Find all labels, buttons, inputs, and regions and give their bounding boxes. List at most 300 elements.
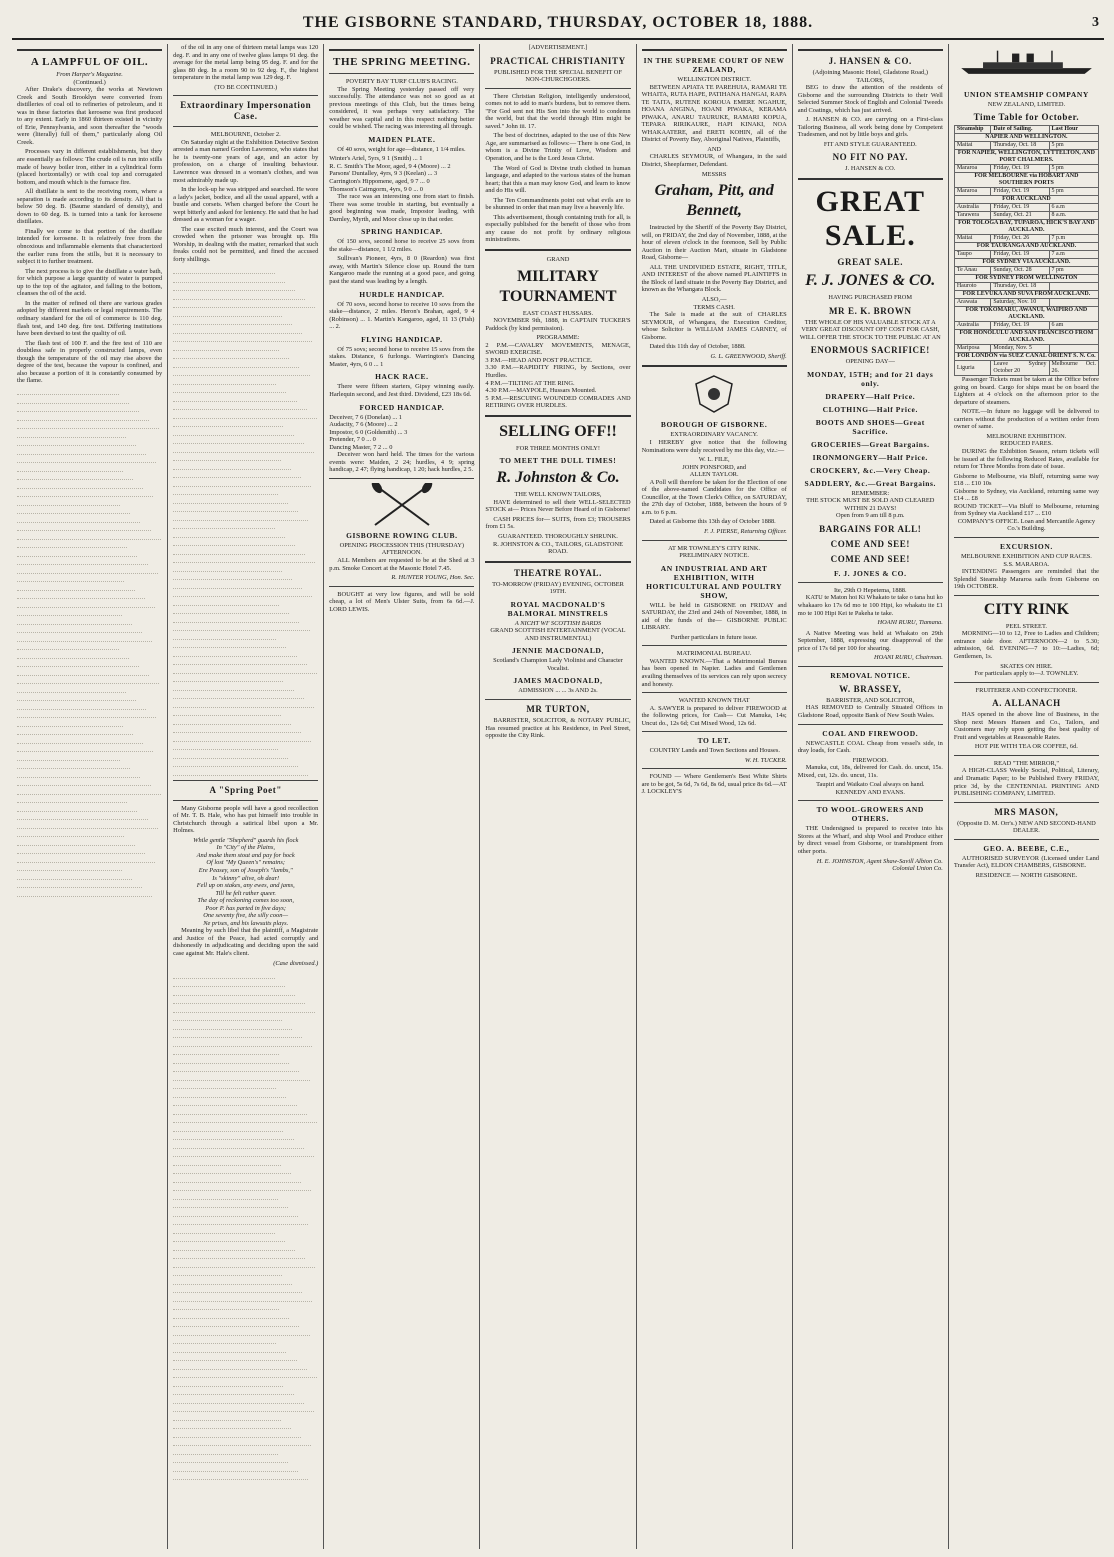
illegible-text-line xyxy=(17,421,159,430)
firewood-heading: FIREWOOD. xyxy=(852,756,888,764)
timetable-cell: Taupo xyxy=(954,251,990,259)
rink-heading: CITY RINK xyxy=(983,600,1070,618)
illegible-text-line xyxy=(173,487,278,496)
timetable-cell: 5 pm xyxy=(1049,165,1098,173)
illegible-text-line xyxy=(173,1200,288,1209)
court-defendant: CHARLES SEYMOUR, of Whangara, in the said District, Sheepfarmer, Defendant. xyxy=(641,153,787,169)
illegible-text-line xyxy=(173,1404,314,1413)
timetable-cell: Saturday, Nov. 10 xyxy=(991,299,1049,307)
mason-sub: (Opposite D. M. Orr's.) NEW AND SECOND-HAND DEALER. xyxy=(957,819,1096,835)
skates: SKATES ON HIRE. xyxy=(1000,662,1053,670)
hansen-location: (Adjoining Masonic Hotel, Gladstone Road,) xyxy=(812,69,928,76)
wool-signature: H. E. JOHNSTON, Agent Shaw-Savill Albion Co. Colonial Union Co. xyxy=(816,857,943,873)
steamship-illustration xyxy=(954,46,1099,80)
hot-pie: HOT PIE WITH TEA OR COFFEE, 6d. xyxy=(974,743,1078,751)
advert-body: A Native Meeting was held at Whakato on 29th September, 1888, expressing our disapproval of the price of 17s 6d per 100 for shearing. xyxy=(797,629,943,652)
illegible-text-line xyxy=(173,1378,283,1387)
sale-item: DRAPERY—Half Price. xyxy=(825,391,916,401)
illegible-text-line xyxy=(173,1395,304,1404)
illegible-text-line xyxy=(17,523,151,532)
illegible-text-line xyxy=(173,521,275,530)
article-paragraph: The race was an interesting one from start to finish. There was some trouble in starting, but eventually a good beginning was made, Impostor leading, with Darnley, Myrth, and Moor close up in that order. xyxy=(329,193,475,223)
timetable-row xyxy=(954,251,1098,259)
great-sale-heading: GREAT SALE. xyxy=(815,185,925,253)
illegible-text-line xyxy=(17,625,142,634)
brassey-name: W. BRASSEY, xyxy=(839,683,902,694)
tucker-signature: W. H. TUCKER. xyxy=(744,756,787,764)
column-text-filler xyxy=(17,387,162,897)
page-number: 3 xyxy=(1092,15,1100,30)
column-1 xyxy=(12,44,168,1549)
programme-item: 5 P.M.—RESCUING WOUNDED COMRADES AND RETIRING OVER HURDLES. xyxy=(485,394,631,410)
opening-hours: Open from 9 am till 8 p.m. xyxy=(836,512,905,520)
notice-subheading: OPENING PROCESSION THIS (THURSDAY) AFTERNOON. xyxy=(339,541,465,557)
timetable-cell: Leave Sydney October 20 xyxy=(991,361,1049,376)
allanach-name: A. ALLANACH xyxy=(992,698,1061,709)
illegible-text-line xyxy=(173,385,286,394)
illegible-text-line xyxy=(17,650,129,659)
illegible-text-line xyxy=(173,1234,285,1243)
remember: REMEMBER: xyxy=(851,489,890,497)
article-paragraph: The flash test of 100 F. and the fire test of 110 are doubtless safe in properly constructed lamps, even though the temperature of the oil may rise above the degree of the test, because the vapour is confined, and also because a portion of it is constantly consumed by the flame. xyxy=(17,339,163,385)
race-results xyxy=(329,155,474,193)
illegible-text-line xyxy=(17,871,132,880)
johnston-tailors: THE WELL KNOWN TAILORS, xyxy=(514,491,602,499)
article-heading: Extraordinary Impersonation Case. xyxy=(180,100,312,122)
illegible-text-line xyxy=(173,419,283,428)
sale-item: CROCKERY, &c.—Very Cheap. xyxy=(810,465,931,475)
poem-line: And make them stout and pay for hock xyxy=(196,851,295,859)
advert-body: CASH PRICES for— SUITS, from £3; TROUSERS from £1 5s. xyxy=(485,515,631,531)
illegible-text-line xyxy=(173,1310,289,1319)
race-description: Of 40 sovs, weight for age—distance, 1 1/4 miles. xyxy=(337,145,466,153)
timetable-route xyxy=(954,243,1098,251)
timetable-cell: Maitai xyxy=(954,235,990,243)
article-paragraph: This advertisement, though containing truth for all, is especially published for the benefit of those who from any cause do not profit by ordinary religious ministrations. xyxy=(485,213,631,244)
illegible-text-line xyxy=(173,529,285,538)
article-paragraph: Of 70 sovs, second horse to receive 10 sovs from the stake—distance, 2 miles. Heron's Brahan, aged, 9 4 (Robinson) ... 1. Martin's Kangaroo, aged, 11 13 (Fish) ... 2. xyxy=(329,300,475,331)
article-paragraph: Finally we come to that portion of the distillate intended for kerosene. It is relatively free from the obnoxious and inflammable elements that characterized the earlier runs from the stills, but it is necessary to subject it to further treatment. xyxy=(17,227,163,266)
illegible-text-line xyxy=(173,691,304,700)
illegible-text-line xyxy=(17,514,140,523)
come-and-see: COME AND SEE! xyxy=(830,538,910,549)
illegible-text-line xyxy=(173,1149,314,1158)
illegible-text-line xyxy=(173,1174,301,1183)
advert-body: THE Undersigned is prepared to receive into his Stores at the Wharf, and ship Wool and Produce either by direct vessel from Gisborne, or transhipment from other ports. xyxy=(797,825,943,855)
timetable-route-label: FOR LONDON via SUEZ CANAL ORIENT S. N. Co. xyxy=(954,353,1098,361)
also: ALSO,— xyxy=(701,296,727,304)
illegible-text-line xyxy=(173,402,307,411)
illegible-text-line xyxy=(173,1166,291,1175)
messrs: MESSRS xyxy=(701,170,727,178)
signoff: (Case dismissed.) xyxy=(273,959,319,967)
timetable-cell: Australia xyxy=(954,204,990,212)
advert-body: ALL THE UNDIVIDED ESTATE, RIGHT, TITLE, AND INTEREST of the above named PLAINTIFFS in the Block of land situate in the Poverty Bay District, and known as the Whangara Block. xyxy=(641,263,787,294)
illegible-text-line xyxy=(17,820,158,829)
stock-desc: THE WHOLE OF HIS VALUABLE STOCK AT A VERY GREAT DISCOUNT OFF COST FOR CASH, xyxy=(801,318,940,334)
illegible-text-line xyxy=(173,1344,286,1353)
illegible-text-line xyxy=(17,846,145,855)
illegible-text-line xyxy=(17,497,120,506)
illegible-text-line xyxy=(17,667,149,676)
poem-line: In "City" of the Plains, xyxy=(216,844,275,852)
race-description: Of 150 sovs, second horse to receive 25 sovs from the stake—distance, 1 1/2 miles. xyxy=(329,238,475,253)
illegible-text-line xyxy=(173,572,292,581)
illegible-text-line xyxy=(173,342,279,351)
wanted-heading: WANTED KNOWN THAT xyxy=(678,697,750,705)
court-heading: IN THE SUPREME COURT OF NEW ZEALAND, xyxy=(643,56,785,74)
illegible-text-line xyxy=(173,546,305,555)
article-paragraph: On Saturday night at the Exhibition Detective Sexton arrested a man named Gordon Lawrence, who states that he is twenty-one years of age, and an actor by profession, on a charge of insulting behaviour. Lawrence was dressed in a woman's clothes, and was most admirably made up. xyxy=(173,138,319,184)
advert-body: Dated at Gisborne this 13th day of October 1888. xyxy=(649,518,776,526)
illegible-text-line xyxy=(173,716,291,725)
timetable-cell: Te Anau xyxy=(954,267,990,275)
advert-body: Dated this 11th day of October, 1888. xyxy=(649,343,746,351)
timetable-route-label: FOR AUCKLAND xyxy=(954,196,1098,204)
poem-heading: A "Spring Poet" xyxy=(209,784,282,795)
illegible-text-line xyxy=(173,733,311,742)
illegible-text-line xyxy=(17,812,148,821)
illegible-text-line xyxy=(17,429,126,438)
illegible-text-line xyxy=(173,1055,289,1064)
illegible-text-line xyxy=(173,512,308,521)
timetable-cell: Liguria xyxy=(954,361,990,376)
timetable-cell: Thursday, Oct. 18 xyxy=(991,142,1049,150)
timetable-cell: Friday, Oct. 19 xyxy=(991,322,1049,330)
great-sale-sub: GREAT SALE. xyxy=(837,257,904,268)
illegible-text-line xyxy=(173,274,285,283)
tournament-grand: GRAND xyxy=(546,256,570,264)
purchased: HAVING PURCHASED FROM xyxy=(828,294,913,302)
timetable-cell xyxy=(1049,299,1098,307)
race-result: Pretender, 7 0 ... 0 xyxy=(329,436,376,444)
illegible-text-line xyxy=(173,1038,312,1047)
illegible-text-line xyxy=(17,735,143,744)
illegible-text-line xyxy=(17,565,158,574)
programme-item: 2 P.M.—CAVALRY MOVEMENTS, MENAGE, SWORD EXERCISE. xyxy=(485,341,631,357)
timetable-cell: Friday, Oct. 19 xyxy=(991,204,1049,212)
illegible-text-line xyxy=(173,1157,280,1166)
illegible-text-line xyxy=(173,580,302,589)
timetable-row xyxy=(954,188,1098,196)
illegible-text-line xyxy=(17,752,120,761)
illegible-text-line xyxy=(173,495,288,504)
taupiri: Taupiri and Waikato Coal always on hand. xyxy=(816,781,925,789)
timetable-cell: Australia xyxy=(954,322,990,330)
illegible-text-line xyxy=(173,970,275,979)
no-fit-no-pay: NO FIT NO PAY. xyxy=(832,152,908,163)
illegible-text-line xyxy=(173,648,296,657)
performer: JENNIE MACDONALD, xyxy=(512,646,604,656)
illegible-text-line xyxy=(173,444,314,453)
court-and: AND xyxy=(707,145,722,153)
illegible-text-line xyxy=(173,996,305,1005)
advert-body: Instructed by the Sheriff of the Poverty Bay District, will, on FRIDAY, the 2nd day of November, 1888, at the hour of eleven o'clock in the forenoon, Sell by Public Auction in their Auction Mart, situate in Gladstone Road, Gisborne— xyxy=(641,224,787,262)
advert-body: BARRISTER, SOLICITOR, & NOTARY PUBLIC, Has resumed practice at his Residence, in Peel Street, opposite the City Rink. xyxy=(485,716,631,740)
illegible-text-line xyxy=(173,1327,309,1336)
advert-body: NEWCASTLE COAL Cheap from vessel's side, in dray loads, for Cash. xyxy=(797,739,943,755)
illegible-text-line xyxy=(173,283,295,292)
guaranteed: GUARANTEED. THOROUGHLY SHRUNK. xyxy=(498,532,618,540)
timetable-cell: Last Hour xyxy=(1049,126,1098,134)
illegible-text-line xyxy=(173,614,299,623)
column-7 xyxy=(949,44,1104,1549)
article-subheading: POVERTY BAY TURF CLUB'S RACING. xyxy=(345,78,458,85)
column-5 xyxy=(637,44,793,1549)
illegible-text-line xyxy=(173,1183,311,1192)
timetable-route xyxy=(954,196,1098,204)
article-paragraph: The Word of God is Divine truth clothed in human language, and adapted to the various states of the human heart; that this a man may know God, and learn to know and do His will. xyxy=(485,164,631,195)
nominee-name: ALLEN TAYLOR. xyxy=(689,471,739,479)
borough-crest xyxy=(692,372,736,416)
illegible-text-line xyxy=(173,1336,276,1345)
timetable-cell: Monday, Nov. 5 xyxy=(991,345,1049,353)
article-subheading: PUBLISHED FOR THE SPECIAL BENEFIT OF NON-CHURCHGOERS. xyxy=(494,68,622,84)
illegible-text-line xyxy=(17,863,122,872)
illegible-text-line xyxy=(173,1472,308,1481)
performer-desc: Scotland's Champion Lady Violinist and Character Vocalist. xyxy=(493,657,623,672)
timetable-cell: Mararoa xyxy=(954,188,990,196)
advert-body: HAS opened in the above line of Business, in the Shop next Messrs Hansen and Co., Tailors, and Customers may rely upon getting the best quality of Fruit and vegetables at Reasonable Rates. xyxy=(953,711,1099,741)
illegible-text-line xyxy=(17,795,127,804)
illegible-text-line xyxy=(173,308,282,317)
illegible-text-line xyxy=(17,701,146,710)
sale-item: CLOTHING—Half Price. xyxy=(822,404,918,414)
timetable-table xyxy=(954,125,1099,376)
illegible-text-line xyxy=(17,888,152,897)
timetable-row xyxy=(954,212,1098,220)
illegible-text-line xyxy=(17,633,152,642)
article-paragraph: There Christian Religion, intelligently understood, comes not to add to man's burdens, but to remove them. "For God sent not His Son into the world to condemn the world, but that the world through Him might be saved." John iii. 17. xyxy=(485,92,631,130)
timetable-cell xyxy=(1049,345,1098,353)
illegible-text-line xyxy=(173,1293,312,1302)
race-result: Thomson's Cairngorm, 4yrs, 9 0 ... 0 xyxy=(329,185,423,193)
illegible-text-line xyxy=(173,563,282,572)
dateline: MELBOURNE, October 2. xyxy=(210,131,281,139)
illegible-text-line xyxy=(173,436,304,445)
illegible-text-line xyxy=(17,463,123,472)
sheriff-signature: G. L. GREENWOOD, Sheriff. xyxy=(710,352,787,360)
programme-item: 3 P.M.—HEAD AND POST PRACTICE. xyxy=(485,356,593,364)
timetable-row xyxy=(954,283,1098,291)
poem xyxy=(173,837,318,928)
timetable-route-label: FOR SYDNEY VIA AUCKLAND. xyxy=(954,259,1098,267)
timetable-cell: 7 a.m xyxy=(1049,251,1098,259)
article-heading: PRACTICAL CHRISTIANITY xyxy=(490,55,626,66)
timetable-row xyxy=(954,165,1098,173)
illegible-text-line xyxy=(17,693,136,702)
illegible-text-line xyxy=(173,1030,302,1039)
column-2 xyxy=(168,44,324,1549)
race-result: Winter's Ariel, 5yrs, 9 1 (Smith) ... 1 xyxy=(329,155,423,163)
illegible-text-line xyxy=(173,674,283,683)
illegible-text-line xyxy=(173,1132,293,1141)
poem-line: Of lost "My Queen's" remains; xyxy=(206,859,285,867)
illegible-text-line xyxy=(17,412,149,421)
illegible-text-line xyxy=(17,506,130,515)
advert-body: A Poll will therefore be taken for the Election of one of the above-named Candidates for the Office of Councillor, at the Town Clerk's Office, on SATURDAY, the 27th day of October, 1888, between the hours of 9 a.m. to 6 p.m. xyxy=(641,478,787,516)
timetable-cell: 5 pm xyxy=(1049,142,1098,150)
article-paragraph: The Spring Meeting yesterday passed off very successfully. The attendance was not so good as at previous meetings of this Club, but the times being considered, it was perhaps very satisfactory. The weather was capital and in this respect nothing better could be wished. The racing was interesting all through. xyxy=(329,85,475,131)
minstrels: ROYAL MACDONALD'S BALMORAL MINSTRELS xyxy=(507,599,609,618)
fares-list xyxy=(954,473,1099,518)
advert-body: Manuka, cut, 18s, delivered for Cash. do. uncut, 15s. Mixed, cut, 12s. do. uncut, 11s. xyxy=(797,764,943,779)
illegible-text-line xyxy=(173,1446,278,1455)
illegible-text-line xyxy=(173,1285,302,1294)
advert-body: BEG to draw the attention of the residents of Gisborne and the surrounding Districts to their Well Selected Summer Stock of English and Colonial Tweeds and Coatings, which has just arrived. xyxy=(797,84,943,114)
illegible-text-line xyxy=(173,1455,288,1464)
notice-signature: R. HUNTER YOUNG, Hon. Sec. xyxy=(391,574,475,582)
column-3 xyxy=(324,44,480,1549)
illegible-text-line xyxy=(173,410,317,419)
illegible-text-line xyxy=(173,478,311,487)
notice-body: ALL Members are requested to be at the Shed at 3 p.m. Smoke Concert at the Masonic Hotel 7.45. xyxy=(329,556,475,572)
tournament-host: EAST COAST HUSSARS. xyxy=(522,309,594,317)
race-heading: SPRING HANDICAP. xyxy=(361,227,443,237)
offer: WILL OFFER THE STOCK TO THE PUBLIC AT AN xyxy=(799,333,941,341)
illegible-text-line xyxy=(17,438,136,447)
timetable-cell: Thursday, Oct. 18 xyxy=(991,283,1049,291)
crossed-oars-illustration xyxy=(367,483,437,527)
sale-item: IRONMONGERY—Half Price. xyxy=(812,452,928,462)
brassey-title: BARRISTER, AND SOLICITOR, xyxy=(826,696,915,704)
illegible-text-line xyxy=(17,608,122,617)
article-paragraph: There were fifteen starters, Gipsy winning easily. Harlequin second, and Jest third. Dividend, £23 18s 6d. xyxy=(329,383,475,398)
kennedy: KENNEDY AND EVANS. xyxy=(835,788,905,796)
nominee-list xyxy=(642,456,787,479)
illegible-text-line xyxy=(173,1259,315,1268)
illegible-text-line xyxy=(173,1098,296,1107)
melbourne-exhibition: MELBOURNE EXHIBITION. xyxy=(986,432,1067,440)
timetable-route-label: FOR LEVUKA AND SUVA FROM AUCKLAND. xyxy=(954,291,1098,299)
borough-heading: BOROUGH OF GISBORNE. xyxy=(660,420,768,430)
illegible-text-line xyxy=(173,1140,304,1149)
illegible-text-line xyxy=(173,597,279,606)
jones-name: F. J. JONES & CO. xyxy=(805,272,936,290)
timetable-route-label: FOR SYDNEY FROM WELLINGTON xyxy=(954,275,1098,283)
fruiterer: FRUITERER AND CONFECTIONER. xyxy=(975,686,1078,694)
timetable-cell: Friday, Oct. 19 xyxy=(991,188,1049,196)
illegible-text-line xyxy=(173,1123,283,1132)
poem-line: While gentle "Shepherd" guards his flock xyxy=(193,836,299,844)
timetable-cell: Mararoa xyxy=(954,165,990,173)
illegible-text-line xyxy=(173,640,286,649)
marara: S.S. MARAROA. xyxy=(1003,560,1050,568)
maori-signature: HOANI RURU, Tiamana. xyxy=(877,619,943,627)
fit-guaranteed: FIT AND STYLE GUARANTEED. xyxy=(823,140,917,148)
advert-body: FOUND — Where Gentlemen's Best White Shirts are to be got, 5s 6d, 7s 6d, 8s 6d, usual price 8s 6d.—AT J. LOCKLEY'S xyxy=(641,773,787,796)
race-heading: MAIDEN PLATE. xyxy=(368,134,436,144)
illegible-text-line xyxy=(17,761,130,770)
timetable-route xyxy=(954,353,1098,361)
article-paragraph: The next process is to give the distillate a water bath, for which purpose a large quantity of water is pumped up to the top of the agitator, and falling to the bottom, cleanses the oil of the acid. xyxy=(17,267,163,298)
illegible-text-line xyxy=(173,1064,299,1073)
maori-date: Ite, 29th O Hepetema, 1888. xyxy=(833,586,907,594)
timetable xyxy=(954,125,1099,376)
illegible-text-line xyxy=(17,659,139,668)
timetable-cell: 6 am xyxy=(1049,322,1098,330)
timetable-cell: Friday, Oct. 19 xyxy=(991,251,1049,259)
illegible-text-line xyxy=(173,682,293,691)
returning-officer: F. J. PIERSE, Returning Officer. xyxy=(704,527,787,535)
illegible-text-line xyxy=(17,684,126,693)
article-heading: THE SPRING MEETING. xyxy=(333,56,471,68)
timetable-row xyxy=(954,299,1098,307)
article-paragraph: Deceiver won hard held. The times for the various events were: Maiden, 2 24; hurdles, 4 9; spring handicap, 2 47; flying handicap, 1 20; hack hurdles, 2 5. xyxy=(329,451,475,474)
column-6 xyxy=(793,44,949,1549)
illegible-text-line xyxy=(173,1225,275,1234)
timetable-cell: 7 p.m xyxy=(1049,235,1098,243)
article-continued: (Continued.) xyxy=(73,78,106,86)
timetable-cell: Melbourne Oct. 26. xyxy=(1049,361,1098,376)
article-paragraph: of the oil in any one of thirteen metal lamps was 120 deg. F. and in any one of twelve glass lamps 91 deg. the average for the metal lamp being 95 deg. F. and for the glass 80 deg. In a room 90 to 92 deg. F., the highest temperature in the metal lamp was 129 deg. F. xyxy=(173,44,319,82)
native-signature: HOANI RURU, Chairman. xyxy=(873,654,943,662)
company-heading: UNION STEAMSHIP COMPANY xyxy=(963,89,1089,99)
illegible-text-line xyxy=(173,1251,305,1260)
column-text-filler xyxy=(173,970,318,1480)
article-paragraph: Processes vary in different establishments, but they are essentially as follows: The crude oil is run into stills made of heavy boiler iron, either in a cylindrical form (placed horizontally) or with coal top and corrugated bottom, and mouth which is the furnace fire. xyxy=(17,148,163,186)
advert-body: Passenger Tickets must be taken at the Office before going on board. Cargo for ships must be on board the Lighters at 4 o'clock on the afternoon prior to the departure of steamers. xyxy=(953,376,1099,406)
article-paragraph: The best of doctrines, adapted to the use of this New Age, are summarised as follows:— There is one God, in whom is a Divine Trinity of Love, Wisdom and Operation, and he is the Lord Jesus Christ. xyxy=(485,132,631,163)
timetable-route xyxy=(954,220,1098,235)
advert-body: HAVE determined to sell their WELL-SELECTED STOCK at— Prices Never Before Heard of in Gisborne! xyxy=(485,498,631,514)
advert-body: NOTE.—In future no luggage will be delivered to carriers without the production of a written order from owner of same. xyxy=(953,408,1099,431)
selling-off-sub: FOR THREE MONTHS ONLY! xyxy=(516,444,600,452)
sale-items xyxy=(798,392,943,488)
illegible-text-line xyxy=(173,1387,293,1396)
masthead-title: THE GISBORNE STANDARD, THURSDAY, OCTOBER 18, 1888. xyxy=(302,14,814,31)
programme-list xyxy=(485,342,630,410)
hansen-heading: J. HANSEN & CO. xyxy=(828,56,912,66)
sacrifice: ENORMOUS SACRIFICE! xyxy=(810,345,930,356)
timetable-route xyxy=(954,150,1098,165)
illegible-text-line xyxy=(173,461,291,470)
illegible-text-line xyxy=(173,725,301,734)
illegible-text-line xyxy=(173,1013,282,1022)
fare-row: Gisborne to Melbourne, via Bluff, returning same way £18 ... £10 10s xyxy=(953,472,1099,488)
article-paragraph: Of 75 sovs; second horse to receive 15 sovs from the stakes. Distance, 6 furlongs. Warrington's Dancing Master, 4yrs, 6 0 ... 1 xyxy=(329,345,475,368)
illegible-text-line xyxy=(17,829,124,838)
timetable-route xyxy=(954,330,1098,345)
advert-body: COUNTRY Lands and Town Sections and Houses. xyxy=(649,747,780,755)
illegible-text-line xyxy=(173,555,315,564)
matrimonial-heading: MATRIMONIAL BUREAU. xyxy=(676,650,752,658)
selling-off-heading: SELLING OFF!! xyxy=(499,422,617,440)
timetable-cell: Sunday, Oct. 21 xyxy=(991,212,1049,220)
illegible-text-line xyxy=(17,769,140,778)
illegible-text-line xyxy=(173,742,278,751)
illegible-text-line xyxy=(17,786,161,795)
sale-item: BOOTS AND SHOES—Great Sacrifice. xyxy=(815,417,925,436)
article-paragraph: After Drake's discovery, the works at Newtown Creek and South Brooklyn were converted from distilleries of coal oil to refineries of petroleum, and it was in these factories that kerosene was first produced to any extent. Early in 1860 thirteen existed in vicinity of Erie, Pennsylvania, and soon thereafter the "woods were (literally) full of them," particularly along Oil Creek. xyxy=(17,86,163,146)
illegible-text-line xyxy=(173,1021,292,1030)
illegible-text-line xyxy=(173,427,293,436)
article-source: From Harper's Magazine. xyxy=(56,71,123,78)
illegible-text-line xyxy=(173,359,299,368)
poem-line: The day of reckoning comes too soon, xyxy=(197,897,294,905)
theatre-tagline: A NICHT WI' SCOTTISH BARDS xyxy=(514,619,602,627)
illegible-text-line xyxy=(173,538,295,547)
timetable-route-label: FOR MELBOURNE via HOBART AND SOUTHERN PORTS xyxy=(954,173,1098,188)
race-result: Carrington's Hippomene, aged, 9 7 ... 0 xyxy=(329,178,430,186)
nominee-name: W. L. FILE, xyxy=(698,456,730,464)
tournament-when: NOVEMBER 9th, 1888, in CAPTAIN TUCKER'S Paddock (by kind permission). xyxy=(485,317,631,332)
timetable-cell: 7 pm xyxy=(1049,267,1098,275)
poem-line: Is "skinny" alive, oh dear! xyxy=(212,874,280,882)
illegible-text-line xyxy=(173,1072,309,1081)
johnston-name: R. Johnston & Co. xyxy=(496,469,620,487)
timetable-cell: Steamship xyxy=(954,126,990,134)
